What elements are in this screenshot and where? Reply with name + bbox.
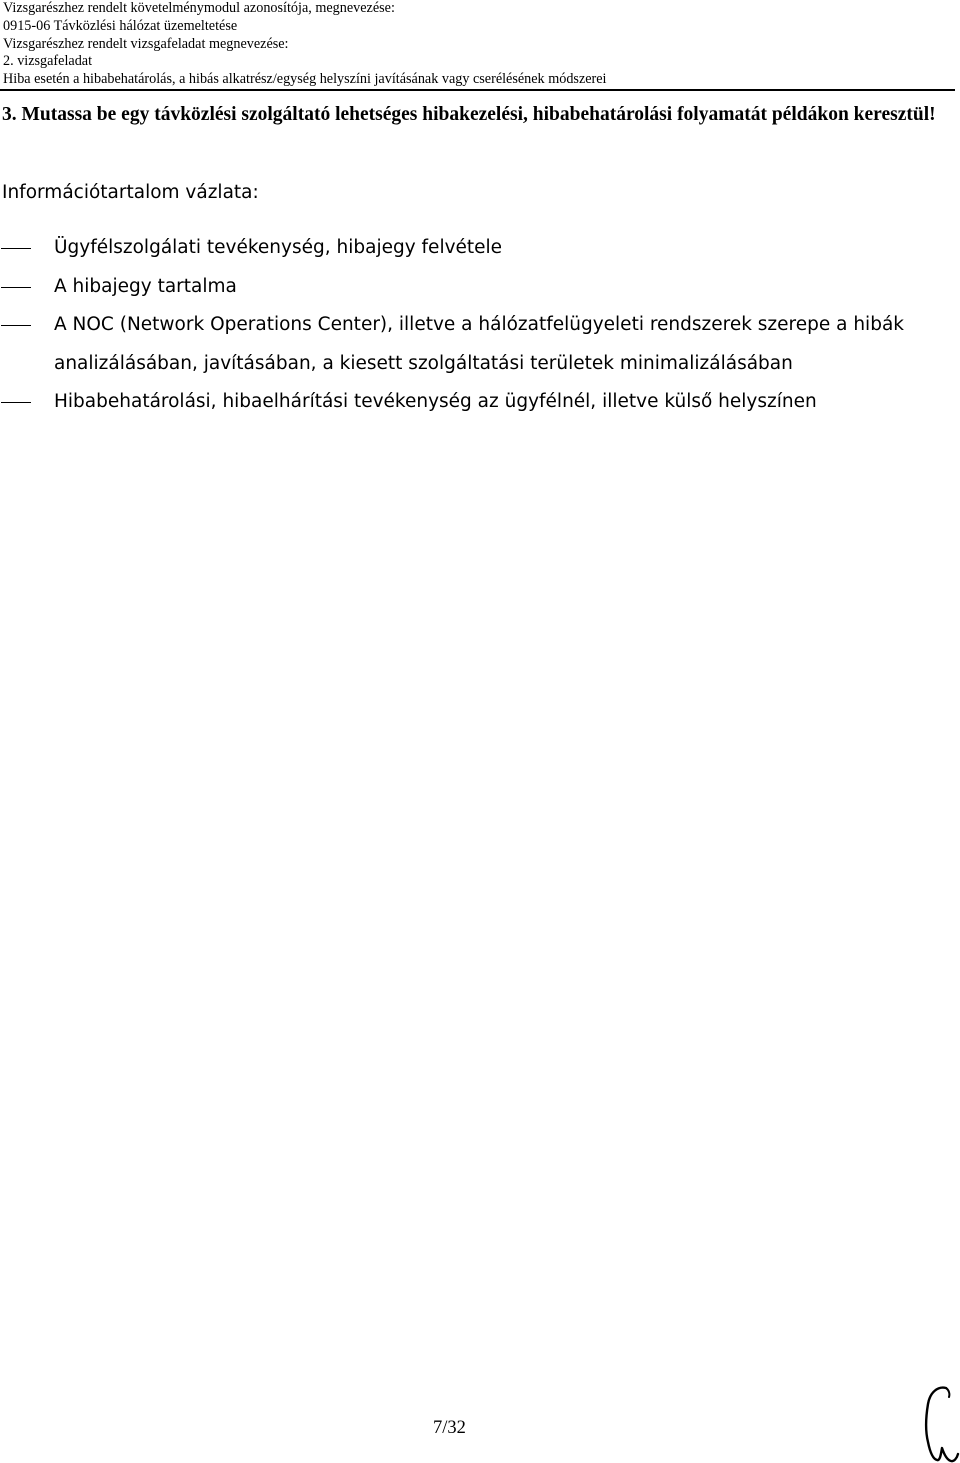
- page-number: 7/32: [433, 1418, 466, 1438]
- outline-list: [0, 229, 960, 422]
- header-divider: [0, 89, 955, 91]
- page-header: [3, 0, 953, 89]
- header-line: Vizsgarészhez rendelt követelménymodul azonosítója, megnevezése:: [3, 0, 395, 16]
- dash-bullet-icon: [1, 402, 31, 403]
- list-item-text: A NOC (Network Operations Center), illetve a hálózatfelügyeleti rendszerek szerepe a hibák analizálásában, javításában, a kiesett szolgáltatási területek minimalizálásában: [54, 314, 904, 374]
- question-heading: 3. Mutassa be egy távközlési szolgáltató lehetséges hibakezelési, hibabehatárolási folyamatát példákon keresztül!: [2, 104, 936, 125]
- outline-label: Információtartalom vázlata:: [2, 182, 259, 203]
- signature-mark: [916, 1382, 960, 1463]
- list-item-text: Ügyfélszolgálati tevékenység, hibajegy felvétele: [54, 237, 503, 258]
- header-line: 2. vizsgafeladat: [3, 53, 93, 70]
- list-item: [0, 383, 960, 422]
- list-item: [0, 268, 960, 307]
- header-line: 0915-06 Távközlési hálózat üzemeltetése: [3, 17, 238, 34]
- list-item-text: A hibajegy tartalma: [54, 275, 237, 297]
- dash-bullet-icon: [1, 248, 31, 249]
- list-item: [0, 306, 960, 383]
- header-line: Hiba esetén a hibabehatárolás, a hibás alkatrész/egység helyszíni javításának vagy cserélésének módszerei: [3, 71, 607, 88]
- dash-bullet-icon: [1, 325, 31, 326]
- list-item-text: Hibabehatárolási, hibaelhárítási tevékenység az ügyfélnél, illetve külső helyszínen: [54, 391, 817, 412]
- list-item: [0, 229, 960, 268]
- header-line: Vizsgarészhez rendelt vizsgafeladat megnevezése:: [3, 35, 289, 52]
- dash-bullet-icon: [1, 287, 31, 288]
